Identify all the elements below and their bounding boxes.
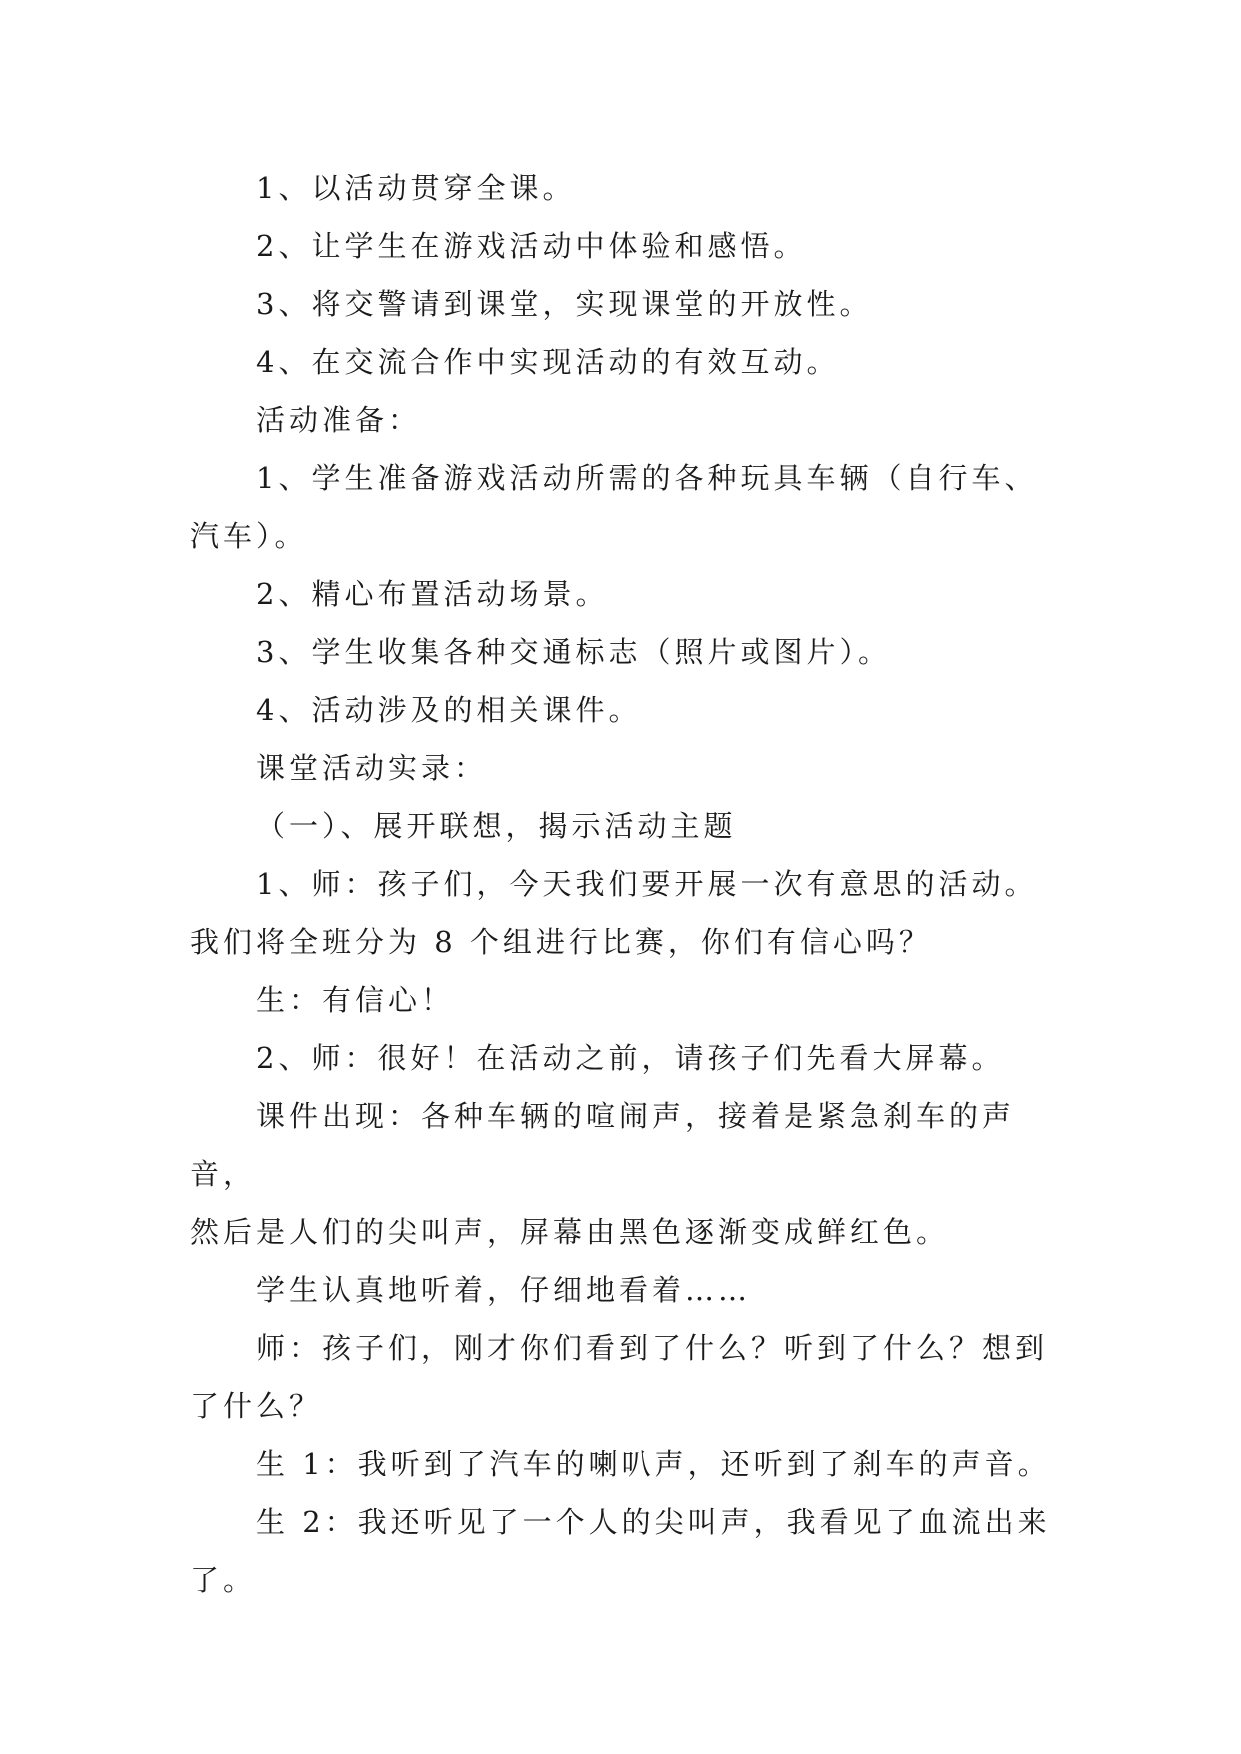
paragraph: 生 2：我还听见了一个人的尖叫声，我看见了血流出来 (256, 1505, 1051, 1539)
paragraph: 2、让学生在游戏活动中体验和感悟。 (256, 229, 807, 263)
paragraph-continuation: 我们将全班分为 8 个组进行比赛，你们有信心吗？ (190, 925, 932, 959)
section-heading: 活动准备： (256, 403, 422, 437)
paragraph-continuation: 了。 (190, 1563, 257, 1597)
paragraph: 生：有信心！ (256, 983, 455, 1017)
paragraph: 学生认真地听着，仔细地看着…… (256, 1273, 752, 1307)
paragraph: 师：孩子们，刚才你们看到了什么？听到了什么？想到 (256, 1331, 1049, 1365)
paragraph: 3、学生收集各种交通标志（照片或图片）。 (256, 635, 891, 669)
paragraph: 生 1：我听到了汽车的喇叭声，还听到了刹车的声音。 (256, 1447, 1051, 1481)
paragraph: 1、学生准备游戏活动所需的各种玩具车辆（自行车、 (256, 461, 1038, 495)
document-body (190, 159, 1060, 1609)
paragraph: 3、将交警请到课堂，实现课堂的开放性。 (256, 287, 873, 321)
paragraph: 课件出现：各种车辆的喧闹声，接着是紧急刹车的声音， (190, 1099, 1016, 1191)
paragraph-continuation: 然后是人们的尖叫声，屏幕由黑色逐渐变成鲜红色。 (190, 1215, 950, 1249)
paragraph-continuation: 了什么？ (190, 1389, 323, 1423)
paragraph: 1、以活动贯穿全课。 (256, 171, 576, 205)
paragraph-continuation: 汽车）。 (190, 519, 308, 553)
paragraph: 4、在交流合作中实现活动的有效互动。 (256, 345, 840, 379)
paragraph: 4、活动涉及的相关课件。 (256, 693, 642, 727)
paragraph: 2、师：很好！在活动之前，请孩子们先看大屏幕。 (256, 1041, 1005, 1075)
paragraph: 1、师：孩子们，今天我们要开展一次有意思的活动。 (256, 867, 1038, 901)
section-heading: 课堂活动实录： (256, 751, 488, 785)
paragraph: 2、精心布置活动场景。 (256, 577, 609, 611)
subsection-heading: （一）、展开联想，揭示活动主题 (256, 809, 737, 843)
